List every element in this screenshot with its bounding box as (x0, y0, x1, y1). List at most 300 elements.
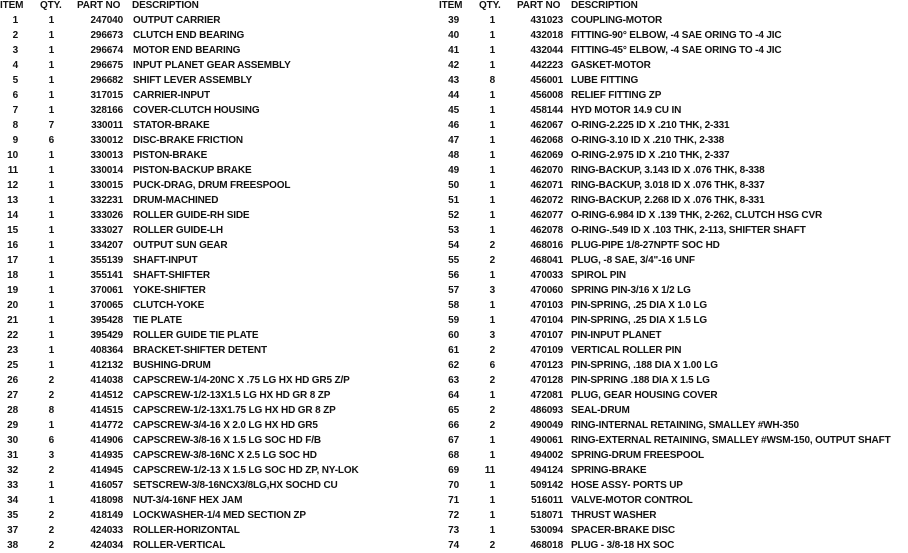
item-number: 39 (448, 15, 459, 26)
table-row (439, 28, 908, 43)
parts-table-right (439, 0, 908, 553)
quantity: 8 (48, 405, 54, 416)
part-number: 462069 (530, 150, 563, 161)
quantity: 1 (489, 435, 495, 446)
description: CAPSCREW-1/4-20NC X .75 LG HX HD GR5 Z/P (133, 375, 350, 386)
item-number: 67 (448, 435, 459, 446)
table-row (0, 433, 450, 448)
part-number: 470060 (530, 285, 563, 296)
part-number: 414512 (90, 390, 123, 401)
description: RING-BACKUP, 2.268 ID X .076 THK, 8-331 (571, 195, 765, 206)
quantity: 1 (48, 75, 54, 86)
item-number: 35 (7, 510, 18, 521)
item-number: 13 (7, 195, 18, 206)
quantity: 1 (48, 495, 54, 506)
quantity: 1 (489, 210, 495, 221)
part-number: 424033 (90, 525, 123, 536)
item-number: 46 (448, 120, 459, 131)
table-row (0, 418, 450, 433)
description: PLUG - 3/8-18 HX SOC (571, 540, 675, 551)
quantity: 1 (48, 150, 54, 161)
item-number: 3 (12, 45, 18, 56)
quantity: 1 (48, 195, 54, 206)
quantity: 1 (48, 285, 54, 296)
part-number: 518071 (530, 510, 563, 521)
quantity: 1 (48, 180, 54, 191)
description: BRACKET-SHIFTER DETENT (133, 345, 267, 356)
table-row (439, 343, 908, 358)
description: SPRING-DRUM FREESPOOL (571, 450, 704, 461)
description: CAPSCREW-3/8-16 X 1.5 LG SOC HD F/B (133, 435, 321, 446)
quantity: 1 (48, 480, 54, 491)
table-row (439, 538, 908, 553)
quantity: 1 (489, 510, 495, 521)
quantity: 1 (489, 30, 495, 41)
item-number: 18 (7, 270, 18, 281)
table-row (0, 508, 450, 523)
table-row (439, 103, 908, 118)
quantity: 7 (48, 120, 54, 131)
quantity: 6 (48, 135, 54, 146)
description: PIN-SPRING, .25 DIA X 1.0 LG (571, 300, 708, 311)
quantity: 3 (48, 450, 54, 461)
item-number: 60 (448, 330, 459, 341)
table-row (0, 538, 450, 553)
description: CAPSCREW-1/2-13X1.75 LG HX HD GR 8 ZP (133, 405, 336, 416)
item-number: 4 (12, 60, 18, 71)
part-number: 472081 (530, 390, 563, 401)
part-number: 490061 (530, 435, 563, 446)
table-row (439, 73, 908, 88)
description: CAPSCREW-1/2-13X1.5 LG HX HD GR 8 ZP (133, 390, 331, 401)
quantity: 2 (489, 375, 495, 386)
table-row (0, 313, 450, 328)
quantity: 1 (489, 135, 495, 146)
description: OUTPUT CARRIER (133, 15, 221, 26)
description: SPRING PIN-3/16 X 1/2 LG (571, 285, 691, 296)
description: DRUM-MACHINED (133, 195, 219, 206)
item-number: 21 (7, 315, 18, 326)
part-number: 317015 (90, 90, 123, 101)
description: THRUST WASHER (571, 510, 657, 521)
part-number: 468018 (530, 540, 563, 551)
description: PIN-SPRING .188 DIA X 1.5 LG (571, 375, 710, 386)
header-qty: QTY. (40, 0, 62, 11)
part-number: 395429 (90, 330, 123, 341)
quantity: 2 (489, 420, 495, 431)
description: RELIEF FITTING ZP (571, 90, 662, 101)
part-number: 330013 (90, 150, 123, 161)
quantity: 1 (489, 525, 495, 536)
item-number: 69 (448, 465, 459, 476)
part-number: 462070 (530, 165, 563, 176)
description: SETSCREW-3/8-16NCX3/8LG,HX SOCHD CU (133, 480, 338, 491)
table-row (0, 343, 450, 358)
header-item: ITEM (0, 0, 24, 11)
part-number: 424034 (90, 540, 123, 551)
table-row (0, 298, 450, 313)
description: ROLLER GUIDE-RH SIDE (133, 210, 250, 221)
quantity: 2 (48, 525, 54, 536)
quantity: 1 (489, 225, 495, 236)
table-row (0, 13, 450, 28)
quantity: 1 (48, 15, 54, 26)
part-number: 516011 (531, 495, 563, 506)
quantity: 1 (489, 60, 495, 71)
table-row (0, 328, 450, 343)
item-number: 55 (448, 255, 459, 266)
description: TIE PLATE (133, 315, 183, 326)
table-row (0, 388, 450, 403)
table-header-left (0, 0, 450, 13)
description: PUCK-DRAG, DRUM FREESPOOL (133, 180, 291, 191)
part-number: 470109 (530, 345, 563, 356)
quantity: 1 (489, 105, 495, 116)
item-number: 11 (7, 165, 18, 176)
part-number: 395428 (90, 315, 123, 326)
quantity: 2 (489, 240, 495, 251)
item-number: 38 (7, 540, 18, 551)
item-number: 5 (12, 75, 18, 86)
table-row (439, 358, 908, 373)
description: OUTPUT SUN GEAR (133, 240, 228, 251)
quantity: 2 (48, 540, 54, 551)
description: NUT-3/4-16NF HEX JAM (133, 495, 243, 506)
quantity: 1 (489, 90, 495, 101)
table-row (0, 208, 450, 223)
quantity: 1 (489, 450, 495, 461)
description: PISTON-BACKUP BRAKE (133, 165, 252, 176)
table-row (0, 253, 450, 268)
item-number: 51 (448, 195, 459, 206)
table-row (0, 523, 450, 538)
description: RING-BACKUP, 3.143 ID X .076 THK, 8-338 (571, 165, 765, 176)
item-number: 17 (7, 255, 18, 266)
description: SHIFT LEVER ASSEMBLY (133, 75, 253, 86)
table-row (0, 193, 450, 208)
table-row (0, 43, 450, 58)
part-number: 296674 (90, 45, 123, 56)
quantity: 8 (489, 75, 495, 86)
part-number: 414515 (90, 405, 123, 416)
part-number: 418098 (90, 495, 123, 506)
table-row (439, 118, 908, 133)
quantity: 1 (48, 315, 54, 326)
quantity: 1 (48, 360, 54, 371)
description: COUPLING-MOTOR (571, 15, 663, 26)
item-number: 47 (448, 135, 459, 146)
item-number: 26 (7, 375, 18, 386)
item-number: 20 (7, 300, 18, 311)
table-row (439, 388, 908, 403)
part-number: 470033 (530, 270, 563, 281)
quantity: 1 (489, 150, 495, 161)
description: LOCKWASHER-1/4 MED SECTION ZP (133, 510, 306, 521)
item-number: 23 (7, 345, 18, 356)
table-row (0, 88, 450, 103)
part-number: 355141 (90, 270, 123, 281)
part-number: 414038 (90, 375, 123, 386)
quantity: 11 (484, 465, 495, 476)
table-row (439, 313, 908, 328)
description: CLUTCH-YOKE (133, 300, 205, 311)
table-row (439, 58, 908, 73)
table-row (439, 508, 908, 523)
item-number: 33 (7, 480, 18, 491)
item-number: 54 (448, 240, 459, 251)
item-number: 22 (7, 330, 18, 341)
quantity: 2 (48, 390, 54, 401)
item-number: 42 (448, 60, 459, 71)
part-number: 355139 (90, 255, 123, 266)
item-number: 32 (7, 465, 18, 476)
part-number: 494002 (530, 450, 563, 461)
table-row (0, 283, 450, 298)
table-row (0, 178, 450, 193)
quantity: 1 (48, 270, 54, 281)
description: LUBE FITTING (571, 75, 639, 86)
description: PISTON-BRAKE (133, 150, 208, 161)
description: ROLLER-VERTICAL (133, 540, 226, 551)
description: BUSHING-DRUM (133, 360, 211, 371)
table-row (439, 418, 908, 433)
rows-right (439, 13, 908, 553)
description: SHAFT-SHIFTER (133, 270, 210, 281)
item-number: 19 (7, 285, 18, 296)
description: FITTING-90° ELBOW, -4 SAE ORING TO -4 JIC (571, 30, 782, 41)
part-number: 330012 (90, 135, 123, 146)
quantity: 1 (48, 330, 54, 341)
item-number: 34 (7, 495, 18, 506)
item-number: 16 (7, 240, 18, 251)
header-qty: QTY. (479, 0, 501, 11)
description: O-RING-6.984 ID X .139 THK, 2-262, CLUTCH HSG CVR (571, 210, 823, 221)
item-number: 61 (448, 345, 459, 356)
part-number: 530094 (530, 525, 563, 536)
table-row (439, 13, 908, 28)
description: PIN-SPRING, .188 DIA X 1.00 LG (571, 360, 718, 371)
quantity: 1 (489, 165, 495, 176)
description: RING-INTERNAL RETAINING, SMALLEY #WH-350 (571, 420, 799, 431)
table-row (439, 448, 908, 463)
description: PIN-SPRING, .25 DIA X 1.5 LG (571, 315, 708, 326)
part-number: 296675 (90, 60, 123, 71)
quantity: 1 (489, 480, 495, 491)
quantity: 1 (48, 225, 54, 236)
item-number: 6 (12, 90, 18, 101)
quantity: 2 (48, 375, 54, 386)
table-row (439, 493, 908, 508)
header-part-no: PART NO (517, 0, 561, 11)
table-row (0, 373, 450, 388)
quantity: 2 (489, 540, 495, 551)
header-description: DESCRIPTION (132, 0, 199, 11)
description: SHAFT-INPUT (133, 255, 198, 266)
item-number: 68 (448, 450, 459, 461)
table-row (0, 118, 450, 133)
item-number: 70 (448, 480, 459, 491)
description: O-RING-.549 ID X .103 THK, 2-113, SHIFTER SHAFT (571, 225, 806, 236)
part-number: 328166 (90, 105, 123, 116)
item-number: 66 (448, 420, 459, 431)
table-row (0, 448, 450, 463)
quantity: 1 (48, 90, 54, 101)
table-row (439, 193, 908, 208)
item-number: 45 (448, 105, 459, 116)
part-number: 247040 (90, 15, 123, 26)
part-number: 296673 (90, 30, 123, 41)
table-row (0, 238, 450, 253)
part-number: 414772 (90, 420, 123, 431)
part-number: 462068 (530, 135, 563, 146)
part-number: 456001 (530, 75, 563, 86)
item-number: 63 (448, 375, 459, 386)
item-number: 10 (7, 150, 18, 161)
description: MOTOR END BEARING (133, 45, 241, 56)
part-number: 431023 (530, 15, 563, 26)
description: O-RING-2.225 ID X .210 THK, 2-331 (571, 120, 730, 131)
quantity: 1 (489, 495, 495, 506)
description: COVER-CLUTCH HOUSING (133, 105, 260, 116)
part-number: 470123 (530, 360, 563, 371)
description: FITTING-45° ELBOW, -4 SAE ORING TO -4 JIC (571, 45, 782, 56)
quantity: 1 (489, 195, 495, 206)
part-number: 462071 (530, 180, 563, 191)
quantity: 1 (489, 300, 495, 311)
item-number: 30 (7, 435, 18, 446)
part-number: 416057 (90, 480, 123, 491)
quantity: 1 (489, 15, 495, 26)
rows-left (0, 13, 450, 553)
item-number: 1 (12, 15, 18, 26)
description: DISC-BRAKE FRICTION (133, 135, 243, 146)
table-row (439, 283, 908, 298)
description: O-RING-3.10 ID X .210 THK, 2-338 (571, 135, 725, 146)
part-number: 332231 (90, 195, 123, 206)
item-number: 58 (448, 300, 459, 311)
table-row (439, 328, 908, 343)
part-number: 333026 (90, 210, 123, 221)
part-number: 470104 (530, 315, 563, 326)
table-row (439, 298, 908, 313)
item-number: 72 (448, 510, 459, 521)
quantity: 1 (48, 420, 54, 431)
part-number: 370065 (90, 300, 123, 311)
header-item: ITEM (439, 0, 463, 11)
quantity: 1 (48, 60, 54, 71)
quantity: 2 (48, 510, 54, 521)
table-row (439, 43, 908, 58)
item-number: 49 (448, 165, 459, 176)
table-header-right (439, 0, 908, 13)
part-number: 432044 (530, 45, 563, 56)
item-number: 57 (448, 285, 459, 296)
quantity: 2 (489, 405, 495, 416)
item-number: 40 (448, 30, 459, 41)
item-number: 31 (7, 450, 18, 461)
item-number: 65 (448, 405, 459, 416)
part-number: 462078 (530, 225, 563, 236)
description: PIN-INPUT PLANET (571, 330, 662, 341)
table-row (439, 178, 908, 193)
quantity: 1 (48, 255, 54, 266)
table-row (439, 253, 908, 268)
item-number: 37 (7, 525, 18, 536)
item-number: 43 (448, 75, 459, 86)
quantity: 1 (48, 240, 54, 251)
table-row (439, 133, 908, 148)
part-number: 334207 (90, 240, 123, 251)
description: SPIROL PIN (571, 270, 626, 281)
item-number: 71 (448, 495, 459, 506)
part-number: 330014 (90, 165, 123, 176)
quantity: 1 (48, 105, 54, 116)
quantity: 1 (48, 165, 54, 176)
quantity: 3 (489, 330, 495, 341)
description: INPUT PLANET GEAR ASSEMBLY (133, 60, 291, 71)
description: SPRING-BRAKE (571, 465, 647, 476)
part-number: 462072 (530, 195, 563, 206)
description: CAPSCREW-3/8-16NC X 2.5 LG SOC HD (133, 450, 317, 461)
item-number: 52 (448, 210, 459, 221)
part-number: 333027 (90, 225, 123, 236)
quantity: 2 (48, 465, 54, 476)
description: CAPSCREW-1/2-13 X 1.5 LG SOC HD ZP, NY-LOK (133, 465, 359, 476)
quantity: 1 (48, 300, 54, 311)
table-row (439, 268, 908, 283)
quantity: 2 (489, 345, 495, 356)
quantity: 1 (489, 45, 495, 56)
description: RING-EXTERNAL RETAINING, SMALLEY #WSM-150, OUTPUT SHAFT (571, 435, 891, 446)
description: VERTICAL ROLLER PIN (571, 345, 682, 356)
table-row (439, 433, 908, 448)
item-number: 8 (12, 120, 18, 131)
table-row (439, 208, 908, 223)
description: STATOR-BRAKE (133, 120, 210, 131)
table-row (439, 163, 908, 178)
part-number: 370061 (90, 285, 123, 296)
part-number: 470107 (530, 330, 563, 341)
item-number: 64 (448, 390, 459, 401)
table-row (0, 268, 450, 283)
item-number: 59 (448, 315, 459, 326)
table-row (0, 223, 450, 238)
item-number: 73 (448, 525, 459, 536)
item-number: 28 (7, 405, 18, 416)
table-row (0, 463, 450, 478)
part-number: 330015 (90, 180, 123, 191)
table-row (439, 88, 908, 103)
part-number: 296682 (90, 75, 123, 86)
part-number: 412132 (90, 360, 123, 371)
table-row (439, 523, 908, 538)
part-number: 468016 (530, 240, 563, 251)
item-number: 2 (12, 30, 18, 41)
quantity: 1 (48, 345, 54, 356)
table-row (439, 478, 908, 493)
part-number: 458144 (530, 105, 563, 116)
part-number: 414906 (90, 435, 123, 446)
part-number: 330011 (91, 120, 123, 131)
item-number: 29 (7, 420, 18, 431)
part-number: 442223 (530, 60, 563, 71)
quantity: 6 (489, 360, 495, 371)
table-row (439, 403, 908, 418)
description: O-RING-2.975 ID X .210 THK, 2-337 (571, 150, 730, 161)
table-row (0, 58, 450, 73)
description: CARRIER-INPUT (133, 90, 210, 101)
quantity: 1 (489, 315, 495, 326)
